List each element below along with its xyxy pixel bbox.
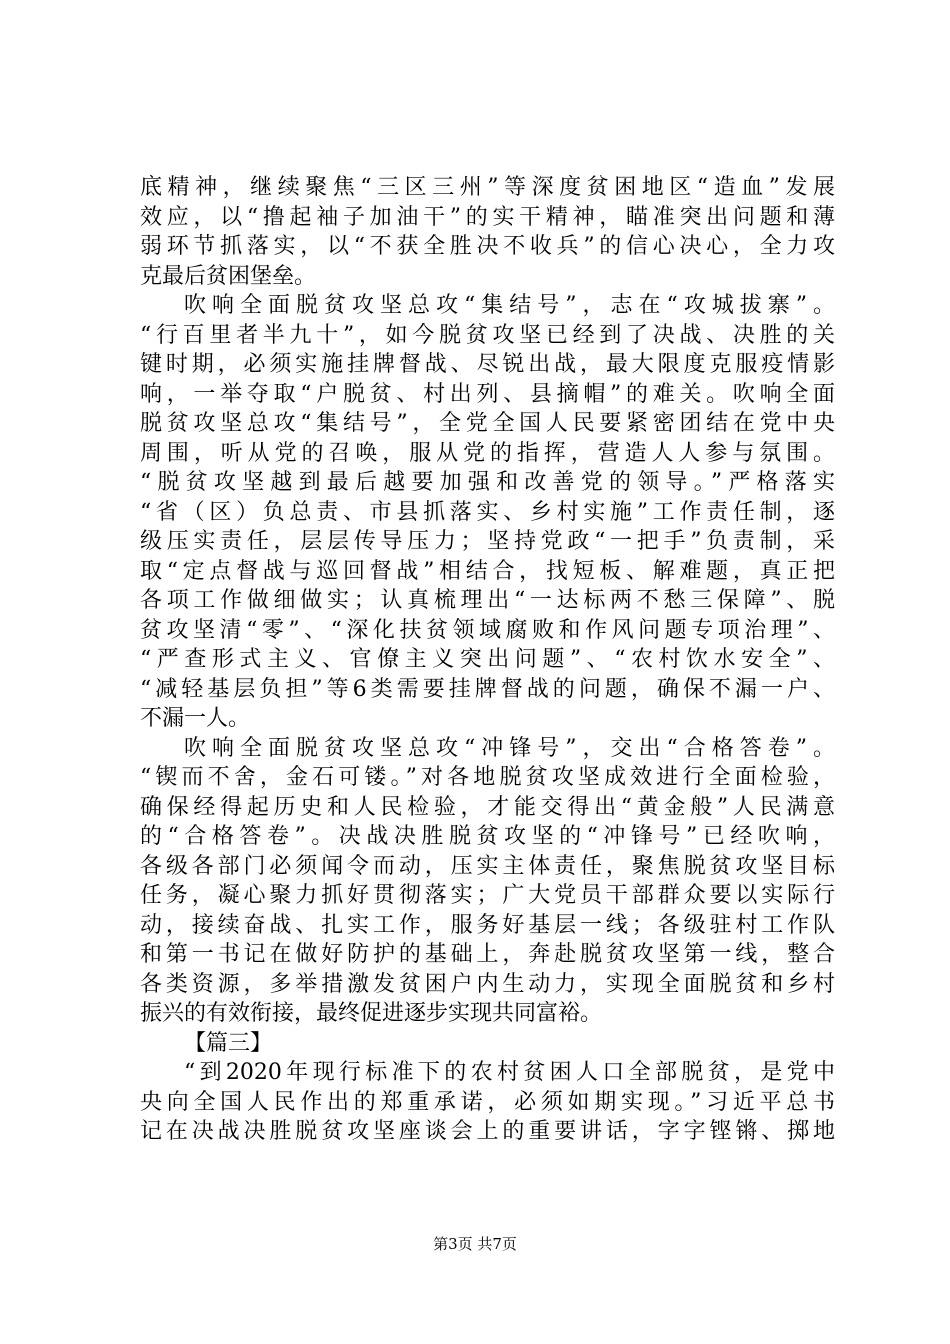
text-line: “到2020年现行标准下的农村贫困人口全部脱贫，是党中 [184, 1060, 835, 1085]
text-line: 各类资源，多举措激发贫困户内生动力，实现全面脱贫和乡村 [140, 971, 835, 997]
text-line: “脱贫攻坚越到最后越要加强和改善党的领导。”严格落实 [140, 470, 835, 495]
text-line: 响，一举夺取“户脱贫、村出列、县摘帽”的难关。吹响全面 [140, 381, 835, 407]
text-line: “省（区）负总责、市县抓落实、乡村实施”工作责任制，逐 [140, 499, 835, 525]
text-line: 任务，凝心聚力抓好贯彻落实；广大党员干部群众要以实际行 [140, 883, 835, 908]
section-heading: 【篇三】 [184, 1030, 273, 1056]
paragraph-heading-line: 吹响全面脱贫攻坚总攻“集结号”，志在“攻城拔寨”。 [184, 293, 835, 318]
text-line: 记在决战决胜脱贫攻坚座谈会上的重要讲话，字字铿锵、掷地 [140, 1119, 835, 1144]
page-number: 第3页 共7页 [433, 1235, 517, 1253]
body-text [140, 173, 835, 1147]
text-line: 各级各部门必须闻令而动，压实主体责任，聚焦脱贫攻坚目标 [140, 853, 835, 879]
text-line: 键时期，必须实施挂牌督战、尽锐出战，最大限度克服疫情影 [140, 352, 835, 377]
text-line: 脱贫攻坚总攻“集结号”，全党全国人民要紧密团结在党中央 [140, 411, 835, 436]
text-line: 底精神，继续聚焦“三区三州”等深度贫困地区“造血”发展 [140, 175, 835, 200]
text-line: 央向全国人民作出的郑重承诺，必须如期实现。”习近平总书 [140, 1089, 835, 1115]
text-line: “严查形式主义、官僚主义突出问题”、“农村饮水安全”、 [140, 647, 835, 672]
text-line: “锲而不舍，金石可镂。”对各地脱贫攻坚成效进行全面检验， [140, 765, 835, 790]
text-line: 克最后贫困堡垒。 [140, 263, 317, 289]
text-line: 弱环节抓落实，以“不获全胜决不收兵”的信心决心，全力攻 [140, 234, 835, 259]
text-line: “行百里者半九十”，如今脱贫攻坚已经到了决战、决胜的关 [140, 322, 835, 348]
text-line: 贫攻坚清“零”、“深化扶贫领域腐败和作风问题专项治理”、 [140, 617, 835, 643]
text-line: 取“定点督战与巡回督战”相结合，找短板、解难题，真正把 [140, 558, 835, 584]
text-line: 和第一书记在做好防护的基础上，奔赴脱贫攻坚第一线，整合 [140, 942, 835, 967]
paragraph-heading-line: 吹响全面脱贫攻坚总攻“冲锋号”，交出“合格答卷”。 [184, 735, 835, 761]
text-line: 动，接续奋战、扎实工作，服务好基层一线；各级驻村工作队 [140, 912, 835, 938]
text-line: 各项工作做细做实；认真梳理出“一达标两不愁三保障”、脱 [140, 588, 835, 613]
page-footer [0, 1234, 950, 1254]
text-line: 振兴的有效衔接，最终促进逐步实现共同富裕。 [140, 1001, 603, 1026]
text-line: 效应，以“撸起袖子加油干”的实干精神，瞄准突出问题和薄 [140, 204, 835, 230]
text-line: 确保经得起历史和人民检验，才能交得出“黄金般”人民满意 [140, 794, 835, 820]
text-line: 周围，听从党的召唤，服从党的指挥，营造人人参与氛围。 [140, 440, 835, 466]
text-line: “减轻基层负担”等6类需要挂牌督战的问题，确保不漏一户、 [140, 676, 835, 702]
text-line: 不漏一人。 [140, 706, 251, 731]
text-line: 的“合格答卷”。决战决胜脱贫攻坚的“冲锋号”已经吹响， [140, 824, 835, 849]
text-line: 级压实责任，层层传导压力；坚持党政“一把手”负责制，采 [140, 529, 835, 554]
